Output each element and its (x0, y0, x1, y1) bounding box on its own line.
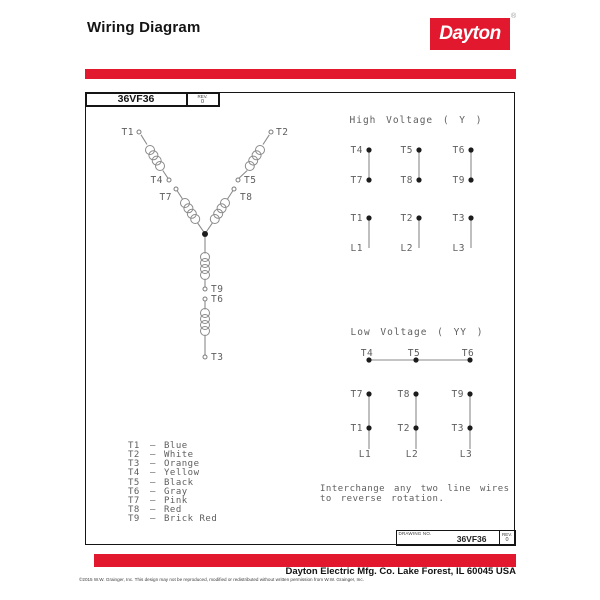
legend-row: T5 — Black (128, 477, 194, 488)
coil-center-t9 (201, 253, 210, 280)
hv-label: T9 (452, 175, 465, 186)
drawing-number-cell (397, 531, 500, 545)
rev-label: REV. (197, 93, 208, 99)
page-title: Wiring Diagram (87, 19, 201, 36)
coil-t1-t4 (146, 146, 165, 171)
lv-label: T4 (360, 348, 374, 359)
hv-label: L1 (350, 243, 363, 254)
lv-label: L3 (459, 449, 473, 460)
winding-label-t1: T1 (121, 127, 134, 138)
legend-row: T9 — Brick Red (128, 514, 218, 525)
winding-label-t3: T3 (211, 352, 224, 363)
rotation-note (320, 485, 510, 504)
legend-row: T4 — Yellow (128, 468, 200, 479)
legend-row: T2 — White (128, 450, 194, 461)
hv-label: L2 (400, 243, 413, 254)
hv-label: T7 (350, 175, 363, 186)
drawing-rev-value: 0 (505, 537, 509, 543)
terminal-t3 (203, 355, 207, 359)
drawing-number-block (396, 530, 516, 546)
lv-label: T7 (350, 389, 363, 400)
coil-t6-t3 (201, 309, 210, 336)
lv-label: T3 (451, 423, 464, 434)
hv-label: T8 (400, 175, 413, 186)
lv-label: T9 (451, 389, 464, 400)
rev-value: 0 (200, 98, 205, 105)
drawing-no-value: 36VF36 (456, 534, 487, 544)
hv-label: T5 (400, 145, 413, 156)
hv-label: T6 (452, 145, 465, 156)
winding-label-t4: T4 (150, 175, 163, 186)
hv-label: T1 (350, 213, 363, 224)
high-voltage-title: High Voltage ( Y ) (349, 115, 483, 126)
star-point-junction (202, 231, 208, 237)
wire-color-legend (128, 442, 217, 524)
dayton-logo (430, 18, 510, 50)
terminal-t9 (203, 287, 207, 291)
lv-label: T2 (397, 423, 410, 434)
y-winding-graphic (122, 127, 289, 363)
terminal-t4 (167, 178, 171, 182)
terminal-t7 (174, 187, 178, 191)
copyright-line: ©2015 W.W. Grainger, Inc. This design may not be reproduced, modified or redistributed without written permission from W.W. Grainger, Inc. (79, 577, 364, 582)
terminal-t5 (236, 178, 240, 182)
rotation-note-line2: to reverse rotation. (320, 493, 445, 504)
winding-label-t6: T6 (211, 294, 224, 305)
lv-label: L2 (405, 449, 419, 460)
company-address: Dayton Electric Mfg. Co. Lake Forest, IL 60045 USA (285, 566, 516, 577)
lv-label: T6 (461, 348, 475, 359)
winding-label-t7: T7 (159, 192, 172, 203)
lv-label: T5 (407, 348, 421, 359)
legend-row: T7 — Pink (128, 495, 188, 506)
coil-t8-center (210, 199, 229, 224)
hv-label: T3 (452, 213, 465, 224)
winding-label-t8: T8 (240, 192, 253, 203)
terminal-t6 (203, 297, 207, 301)
hv-label: T2 (400, 213, 413, 224)
top-red-rule (85, 69, 516, 79)
terminal-t1 (137, 130, 141, 134)
terminal-t8 (232, 187, 236, 191)
high-voltage-section (350, 115, 483, 254)
legend-row: T1 — Blue (128, 441, 188, 451)
drawing-no-label: DRAWING NO. (398, 531, 432, 536)
coil-t7-center (181, 199, 200, 224)
model-number: 36VF36 (85, 92, 188, 107)
legend-row: T8 — Red (128, 504, 182, 515)
hv-label: T4 (350, 145, 363, 156)
low-voltage-section (351, 327, 484, 460)
rotation-note-line1: Interchange any two line wires (320, 484, 510, 494)
drawing-rev-cell (500, 531, 515, 545)
winding-label-t5: T5 (244, 175, 257, 186)
lv-label: T8 (397, 389, 410, 400)
legend-row: T3 — Orange (128, 459, 200, 470)
lv-label: T1 (350, 423, 363, 434)
terminal-t2 (269, 130, 273, 134)
coil-t2-t5 (245, 146, 264, 171)
winding-label-t2: T2 (276, 127, 289, 138)
diagram-frame (85, 92, 515, 545)
lv-label: L1 (358, 449, 372, 460)
hv-label: L3 (452, 243, 465, 254)
legend-row: T6 — Gray (128, 486, 188, 497)
low-voltage-title: Low Voltage ( YY ) (350, 327, 484, 338)
dayton-logo-text: Dayton (439, 23, 501, 44)
registered-trademark-symbol: ® (511, 13, 517, 20)
drawing-rev-label: REV. (501, 532, 513, 537)
winding-label-t9: T9 (211, 284, 224, 295)
